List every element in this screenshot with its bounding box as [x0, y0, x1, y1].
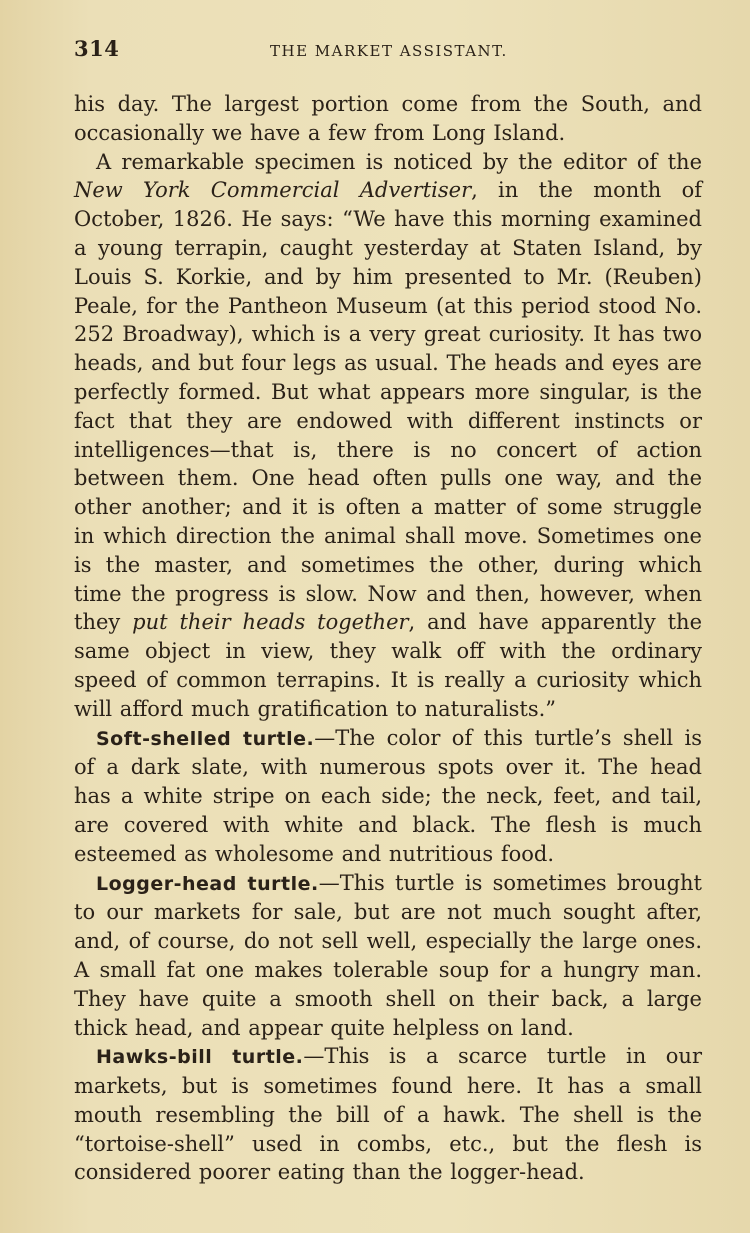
- running-head: THE MARKET ASSISTANT.: [270, 42, 508, 60]
- paragraph-text: A remarkable specimen is noticed by the editor of the: [96, 149, 702, 174]
- paragraph-continuation: [74, 90, 702, 148]
- page-header: [74, 36, 702, 86]
- paragraph-soft-shelled-turtle: [74, 724, 702, 869]
- section-heading: Hawks-bill turtle.: [96, 1046, 304, 1069]
- paragraph-two-headed-terrapin: [74, 148, 702, 724]
- page-number: 314: [74, 36, 120, 61]
- paragraph-text: —The color of this turtle’s shell is of a dark slate, with numerous spots over it. The head has a white stripe on each side; the neck, feet, and tail, are covered with white and black. The flesh is much esteemed as wholesome and nutritious food.: [74, 725, 702, 866]
- paragraph-logger-head-turtle: [74, 869, 702, 1043]
- paragraph-text: —This is a scarce turtle in our markets, but is sometimes found here. It has a small mouth resembling the bill of a hawk. The shell is the “tortoise-shell” used in combs, etc., but the flesh is considered poorer eating than the logger-head.: [74, 1044, 702, 1185]
- paragraph-text: his day. The largest portion come from the South, and occasionally we have a few from Long Island.: [74, 92, 702, 145]
- paragraph-text: —This turtle is sometimes brought to our markets for sale, but are not much sought after, and, of course, do not sell well, especially the large ones. A small fat one makes tolerable soup for a hungry man. They have quite a smooth shell on their back, a large thick head, and appear quite helpless on land.: [74, 870, 702, 1040]
- paragraph-text: , in the month of October, 1826. He says: “We have this morning examined a young terrapin, caught yesterday at Staten Island, by Louis S. Korkie, and by him presented to Mr. (Reuben) Peale, for the Pantheon Museum (at this period stood No. 252 Broadway), which is a very great curiosity. It has two heads, and but four legs as usual. The heads and eyes are perfectly formed. But what appears more singular, is the fact that they are endowed with different instincts or intelligences—that is, there is no concert of action between them. One head often pulls one way, and the other another; and it is often a matter of some struggle in which direction the animal shall move. Sometimes one is the master, and sometimes the other, during which time the progress is slow. Now and then, however, when they: [74, 178, 702, 635]
- section-heading: Logger-head turtle.: [96, 872, 319, 895]
- italic-phrase: put their heads together: [132, 610, 409, 635]
- paragraph-text: , and have apparently the same object in view, they walk off with the ordinary speed of common terrapins. It is really a curiosity which will afford much gratification to naturalists.”: [74, 610, 702, 721]
- section-heading: Soft-shelled turtle.: [96, 727, 315, 750]
- body-text: [74, 90, 702, 1187]
- paragraph-hawks-bill-turtle: [74, 1042, 702, 1187]
- newspaper-title: New York Commercial Advertiser: [74, 178, 472, 203]
